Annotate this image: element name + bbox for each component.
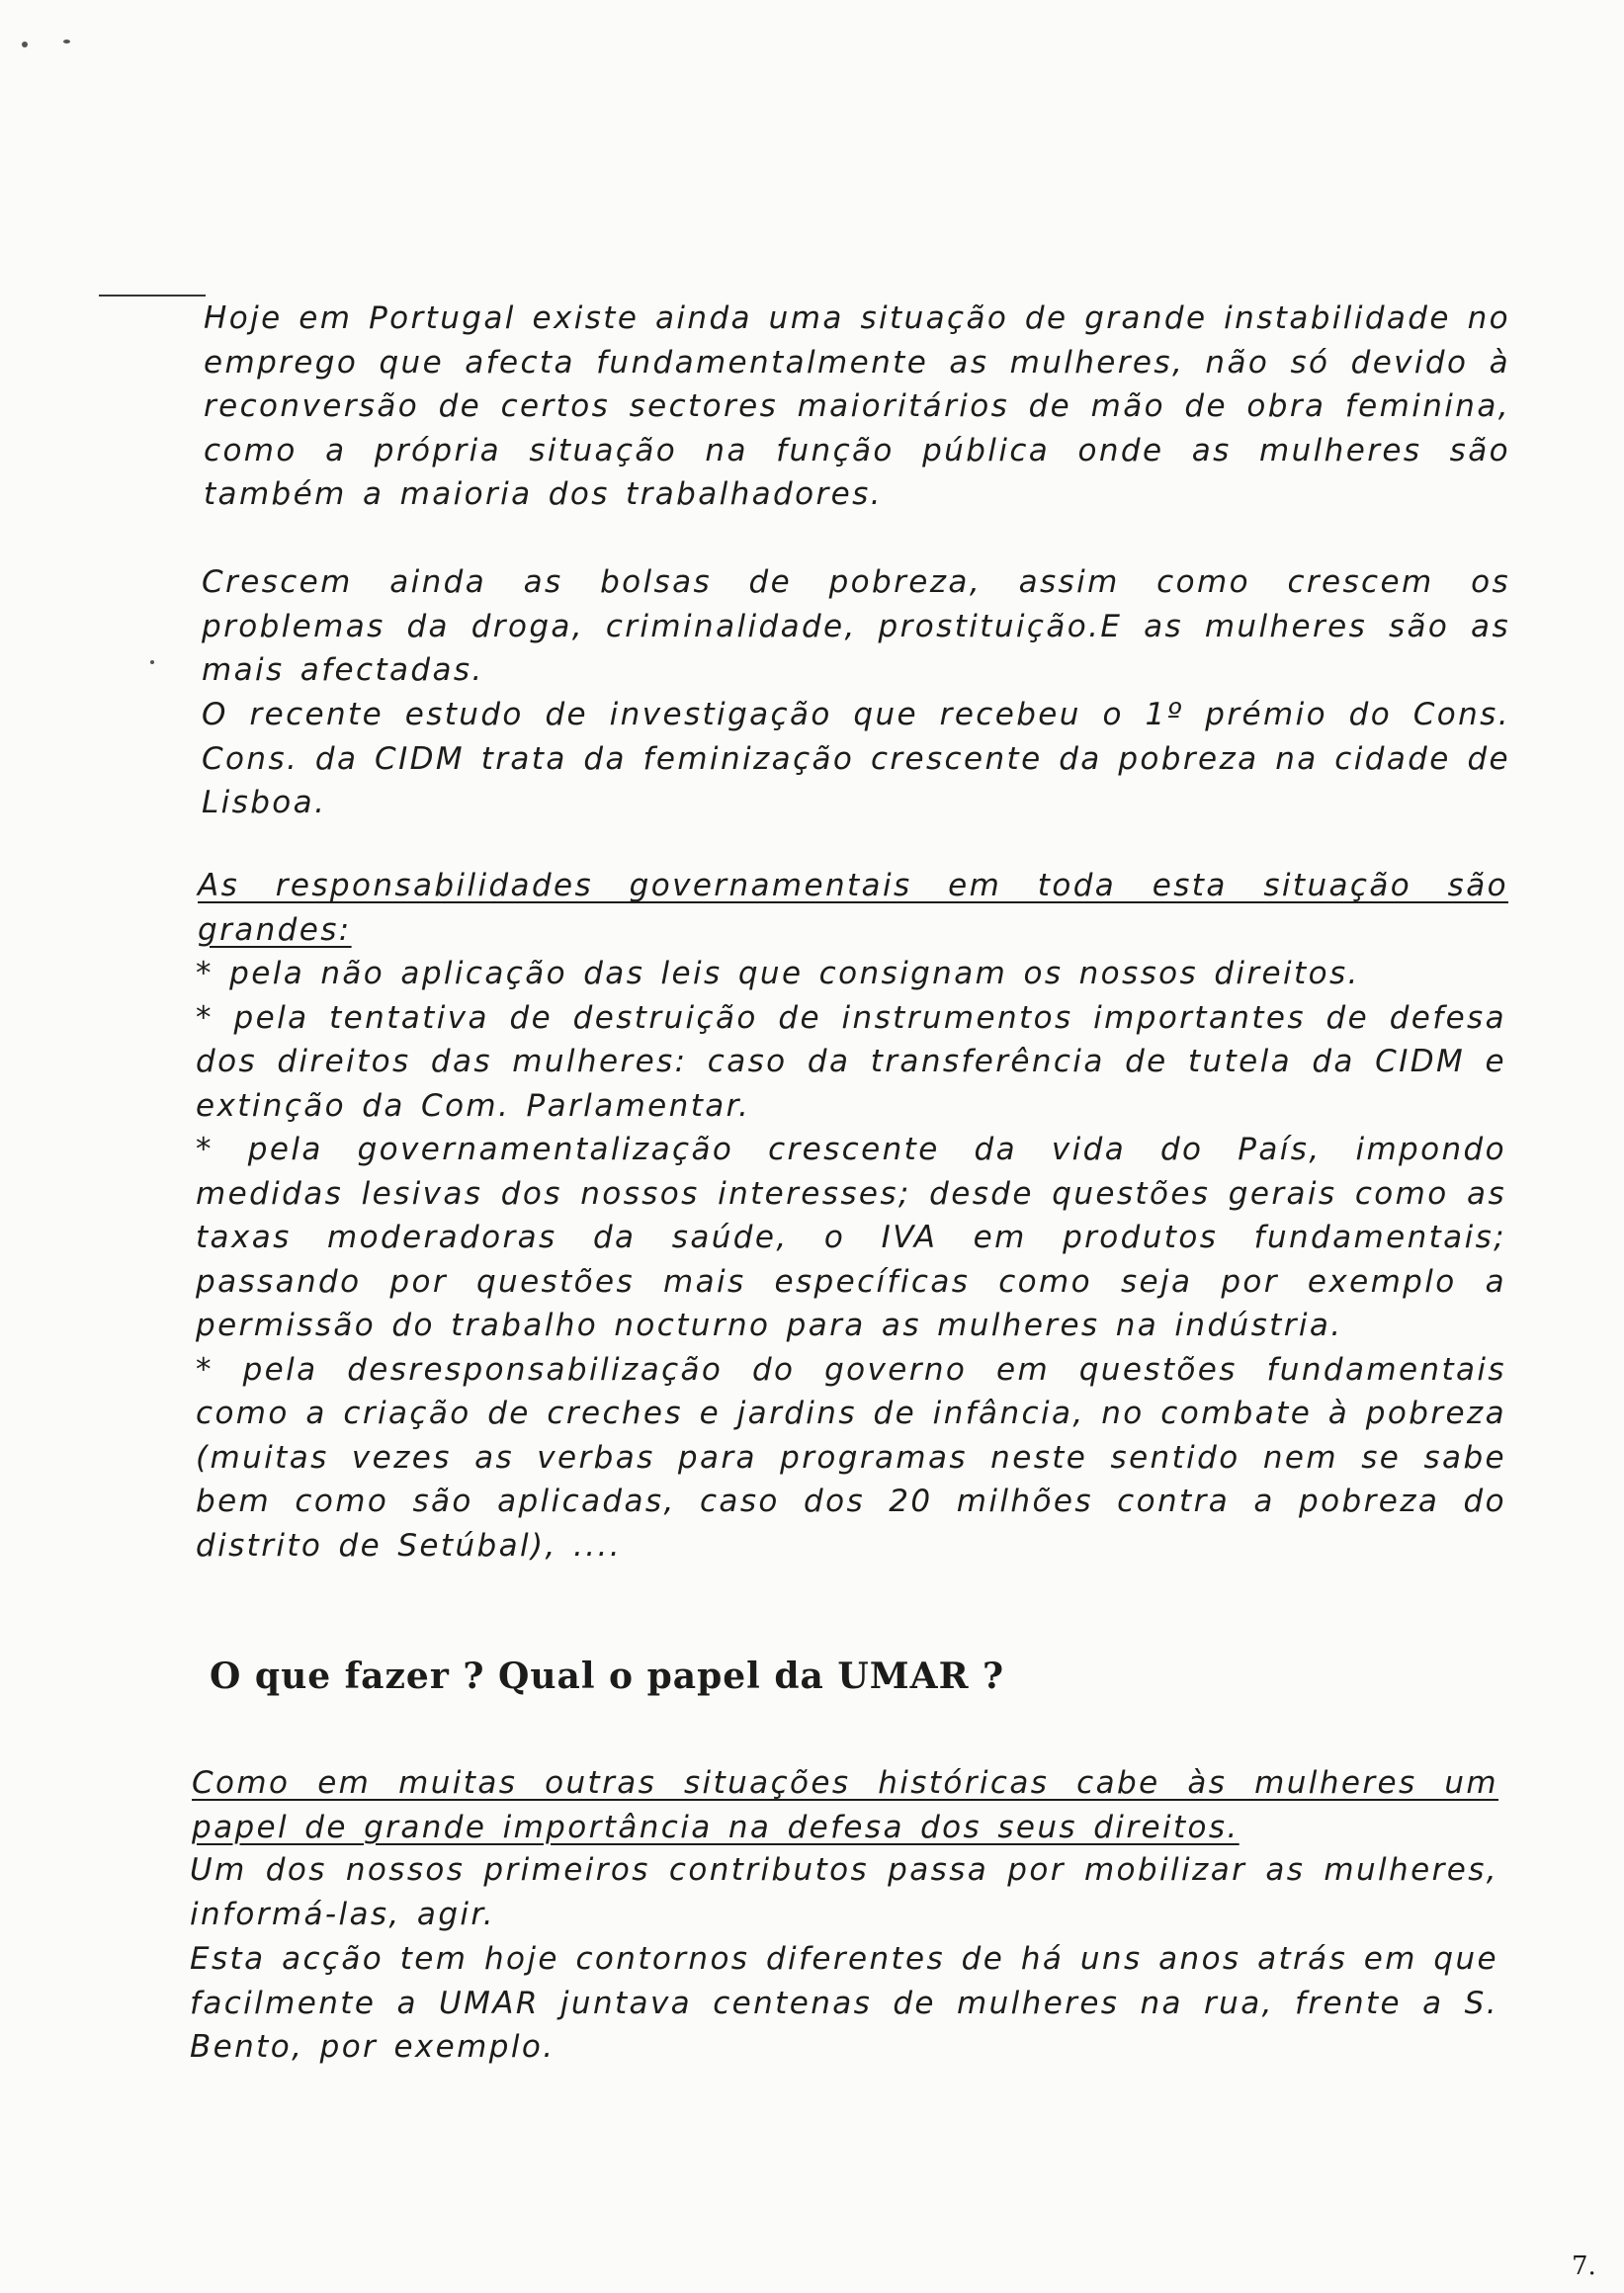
paragraph-employment: Hoje em Portugal existe ainda uma situação de grande instabilidade no emprego que afecta fundamentalmente as mulheres, não só devido à reconversão de certos sectores maioritários de mão de obra feminina, como a própria situação na função pública onde as mulheres são também a maioria dos trabalhadores. bbox=[204, 300, 1510, 512]
paragraph-poverty: Crescem ainda as bolsas de pobreza, assim como crescem os problemas da droga, criminalidade, prostituição.E as mulheres são as mais afectadas. bbox=[202, 564, 1510, 688]
scan-speck bbox=[63, 40, 70, 43]
paragraph-mobilize: Um dos nossos primeiros contributos passa por mobilizar as mulheres, informá-las, agir. bbox=[190, 1852, 1498, 1932]
list-item: * pela governamentalização crescente da vida do País, impondo medidas lesivas dos nossos interesses; desde questões gerais como as taxas moderadoras da saúde, o IVA em produtos fundamentais; passando por questões mais específicas como seja por exemplo a permissão do trabalho nocturno para as mulheres na indústria. bbox=[196, 1132, 1506, 1343]
list-item: * pela não aplicação das leis que consignam os nossos direitos. bbox=[196, 956, 1360, 991]
scan-speck bbox=[22, 42, 28, 47]
page-number: 7. bbox=[1572, 2251, 1596, 2281]
responsibilities-list bbox=[196, 952, 1506, 1568]
list-item: * pela desresponsabilização do governo em questões fundamentais como a criação de creches e jardins de infância, no combate à pobreza (muitas vezes as verbas para programas neste sentido nem se sabe bem como são aplicadas, caso dos 20 milhões contra a pobreza do distrito de Setúbal), .... bbox=[196, 1351, 1506, 1564]
paragraph-action: Esta acção tem hoje contornos diferentes de há uns anos atrás em que facilmente a UMAR juntava centenas de mulheres na rua, frente a S. Bento, por exemplo. bbox=[190, 1941, 1498, 2065]
section-heading: O que fazer ? Qual o papel da UMAR ? bbox=[210, 1656, 1005, 1697]
scan-speck bbox=[150, 660, 154, 664]
responsibilities-heading: As responsabilidades governamentais em toda esta situação são grandes: bbox=[198, 868, 1508, 948]
paragraph-study: O recente estudo de investigação que recebeu o 1º prémio do Cons. Cons. da CIDM trata da feminização crescente da pobreza na cidade de Lisboa. bbox=[202, 697, 1510, 820]
list-item: * pela tentativa de destruição de instrumentos importantes de defesa dos direitos das mulheres: caso da transferência de tutela da CIDM e extinção da Com. Parlamentar. bbox=[196, 999, 1506, 1124]
margin-rule bbox=[99, 295, 206, 297]
role-statement: Como em muitas outras situações históricas cabe às mulheres um papel de grande importância na defesa dos seus direitos. bbox=[192, 1765, 1498, 1845]
